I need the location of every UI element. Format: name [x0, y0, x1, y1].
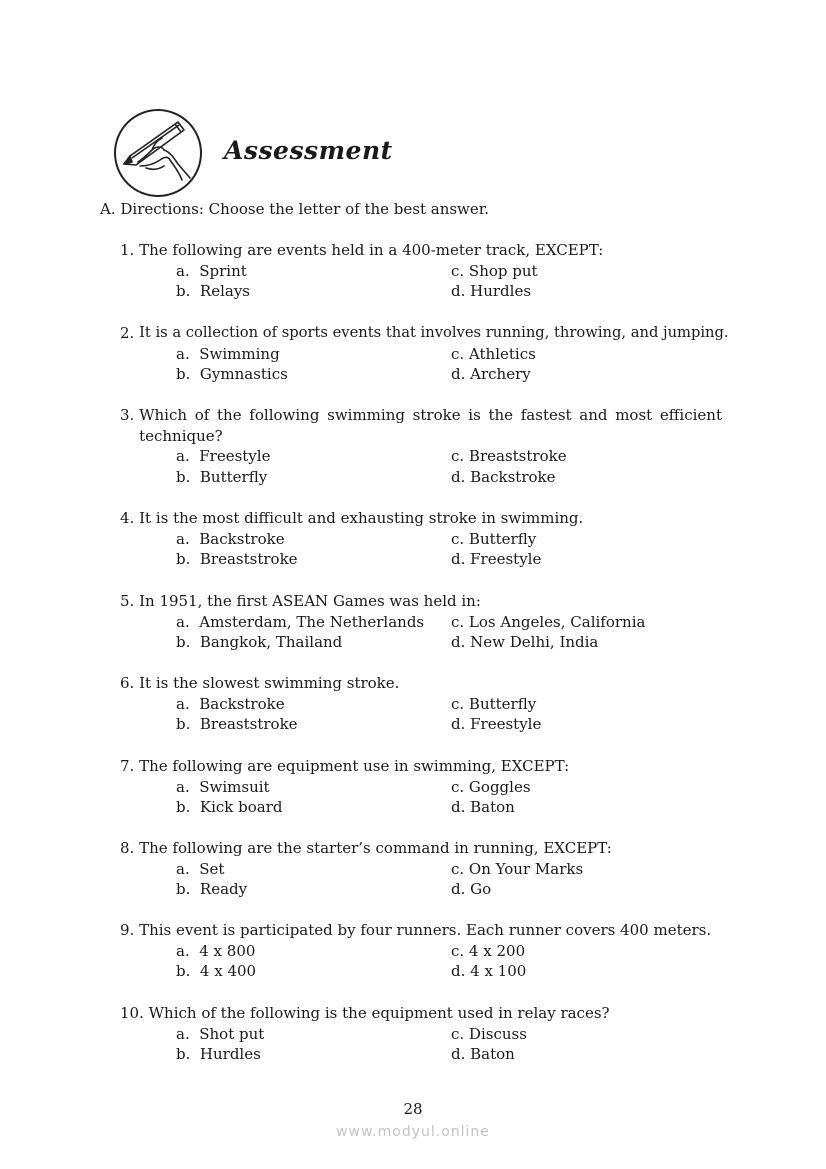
- option-d: d. Baton: [451, 798, 515, 816]
- question-text: The following are equipment use in swimming, EXCEPT:: [139, 757, 570, 775]
- option-a: a. Backstroke: [176, 529, 285, 548]
- option-b: b. Ready: [176, 880, 248, 898]
- question-number: 6.: [120, 674, 140, 692]
- option-d: d. Freestyle: [451, 715, 542, 733]
- question-number: 2.: [120, 324, 140, 342]
- option-d: d. New Delhi, India: [451, 633, 599, 651]
- question-number: 1.: [120, 241, 140, 259]
- question-text: It is a collection of sports events that involves running, throwing, and jumping.: [139, 324, 729, 341]
- option-b: b. Kick board: [176, 798, 283, 816]
- option-a: a. Amsterdam, The Netherlands: [176, 612, 425, 631]
- option-d: d. Freestyle: [451, 550, 542, 568]
- option-c: c. 4 x 200: [451, 941, 526, 960]
- option-d: d. Baton: [451, 1045, 515, 1063]
- question-7: [120, 756, 722, 818]
- option-c: c. Butterfly: [451, 694, 537, 713]
- option-b: b. Breaststroke: [176, 550, 298, 568]
- option-a: a. Swimsuit: [176, 777, 270, 796]
- page-number: 28: [403, 1100, 423, 1118]
- question-text: Which of the following is the equipment used in relay races?: [148, 1004, 610, 1022]
- option-c: c. Shop put: [451, 261, 538, 280]
- option-b: b. Breaststroke: [176, 715, 298, 733]
- option-d: d. Backstroke: [451, 467, 556, 486]
- question-text: Which of the following swimming stroke is the fastest and most efficient technique?: [139, 406, 722, 445]
- option-b: b. Hurdles: [176, 1045, 261, 1063]
- question-text: It is the most difficult and exhausting stroke in swimming.: [139, 509, 584, 527]
- option-a: a. Shot put: [176, 1024, 265, 1043]
- question-10: [120, 1003, 722, 1065]
- watermark: www.modyul.online: [336, 1124, 490, 1140]
- option-a: a. Sprint: [176, 261, 247, 280]
- question-number: 3.: [120, 406, 140, 424]
- question-3: [120, 405, 722, 487]
- question-text: The following are events held in a 400-meter track, EXCEPT:: [139, 241, 604, 259]
- question-number: 5.: [120, 592, 140, 610]
- option-a: a. Swimming: [176, 344, 280, 363]
- option-c: c. Discuss: [451, 1024, 527, 1043]
- question-5: [120, 591, 722, 653]
- option-c: c. On Your Marks: [451, 859, 584, 878]
- question-number: 8.: [120, 839, 140, 857]
- question-number: 10.: [120, 1004, 149, 1022]
- hand-writing-pencil-icon: [112, 108, 204, 198]
- option-d: d. Archery: [451, 365, 531, 383]
- option-b: b. Butterfly: [176, 467, 268, 486]
- option-b: b. 4 x 400: [176, 962, 257, 980]
- question-text: This event is participated by four runners. Each runner covers 400 meters.: [139, 921, 712, 939]
- question-1: [120, 240, 722, 302]
- option-a: a. Backstroke: [176, 694, 285, 713]
- question-4: [120, 508, 722, 570]
- question-number: 9.: [120, 921, 140, 939]
- question-text: It is the slowest swimming stroke.: [139, 674, 400, 692]
- option-a: a. 4 x 800: [176, 941, 256, 960]
- question-text: In 1951, the first ASEAN Games was held in:: [139, 592, 481, 610]
- option-b: b. Bangkok, Thailand: [176, 633, 343, 651]
- option-b: b. Relays: [176, 282, 250, 300]
- option-a: a. Freestyle: [176, 447, 271, 465]
- question-6: [120, 673, 722, 735]
- option-d: d. Go: [451, 880, 492, 898]
- question-2: [120, 323, 732, 385]
- option-d: d. Hurdles: [451, 282, 532, 300]
- page-title: Assessment: [224, 136, 393, 165]
- option-b: b. Gymnastics: [176, 365, 288, 383]
- option-a: a. Set: [176, 859, 225, 878]
- question-9: [120, 920, 722, 982]
- option-c: c. Breaststroke: [451, 447, 567, 465]
- question-text: The following are the starter’s command in running, EXCEPT:: [139, 839, 612, 857]
- option-c: c. Butterfly: [451, 529, 537, 548]
- option-c: c. Athletics: [451, 344, 536, 363]
- option-c: c. Los Angeles, California: [451, 612, 646, 631]
- directions: A. Directions: Choose the letter of the best answer.: [100, 200, 490, 218]
- question-number: 4.: [120, 509, 140, 527]
- option-c: c. Goggles: [451, 777, 531, 796]
- question-8: [120, 838, 722, 900]
- option-d: d. 4 x 100: [451, 962, 527, 980]
- question-number: 7.: [120, 757, 140, 775]
